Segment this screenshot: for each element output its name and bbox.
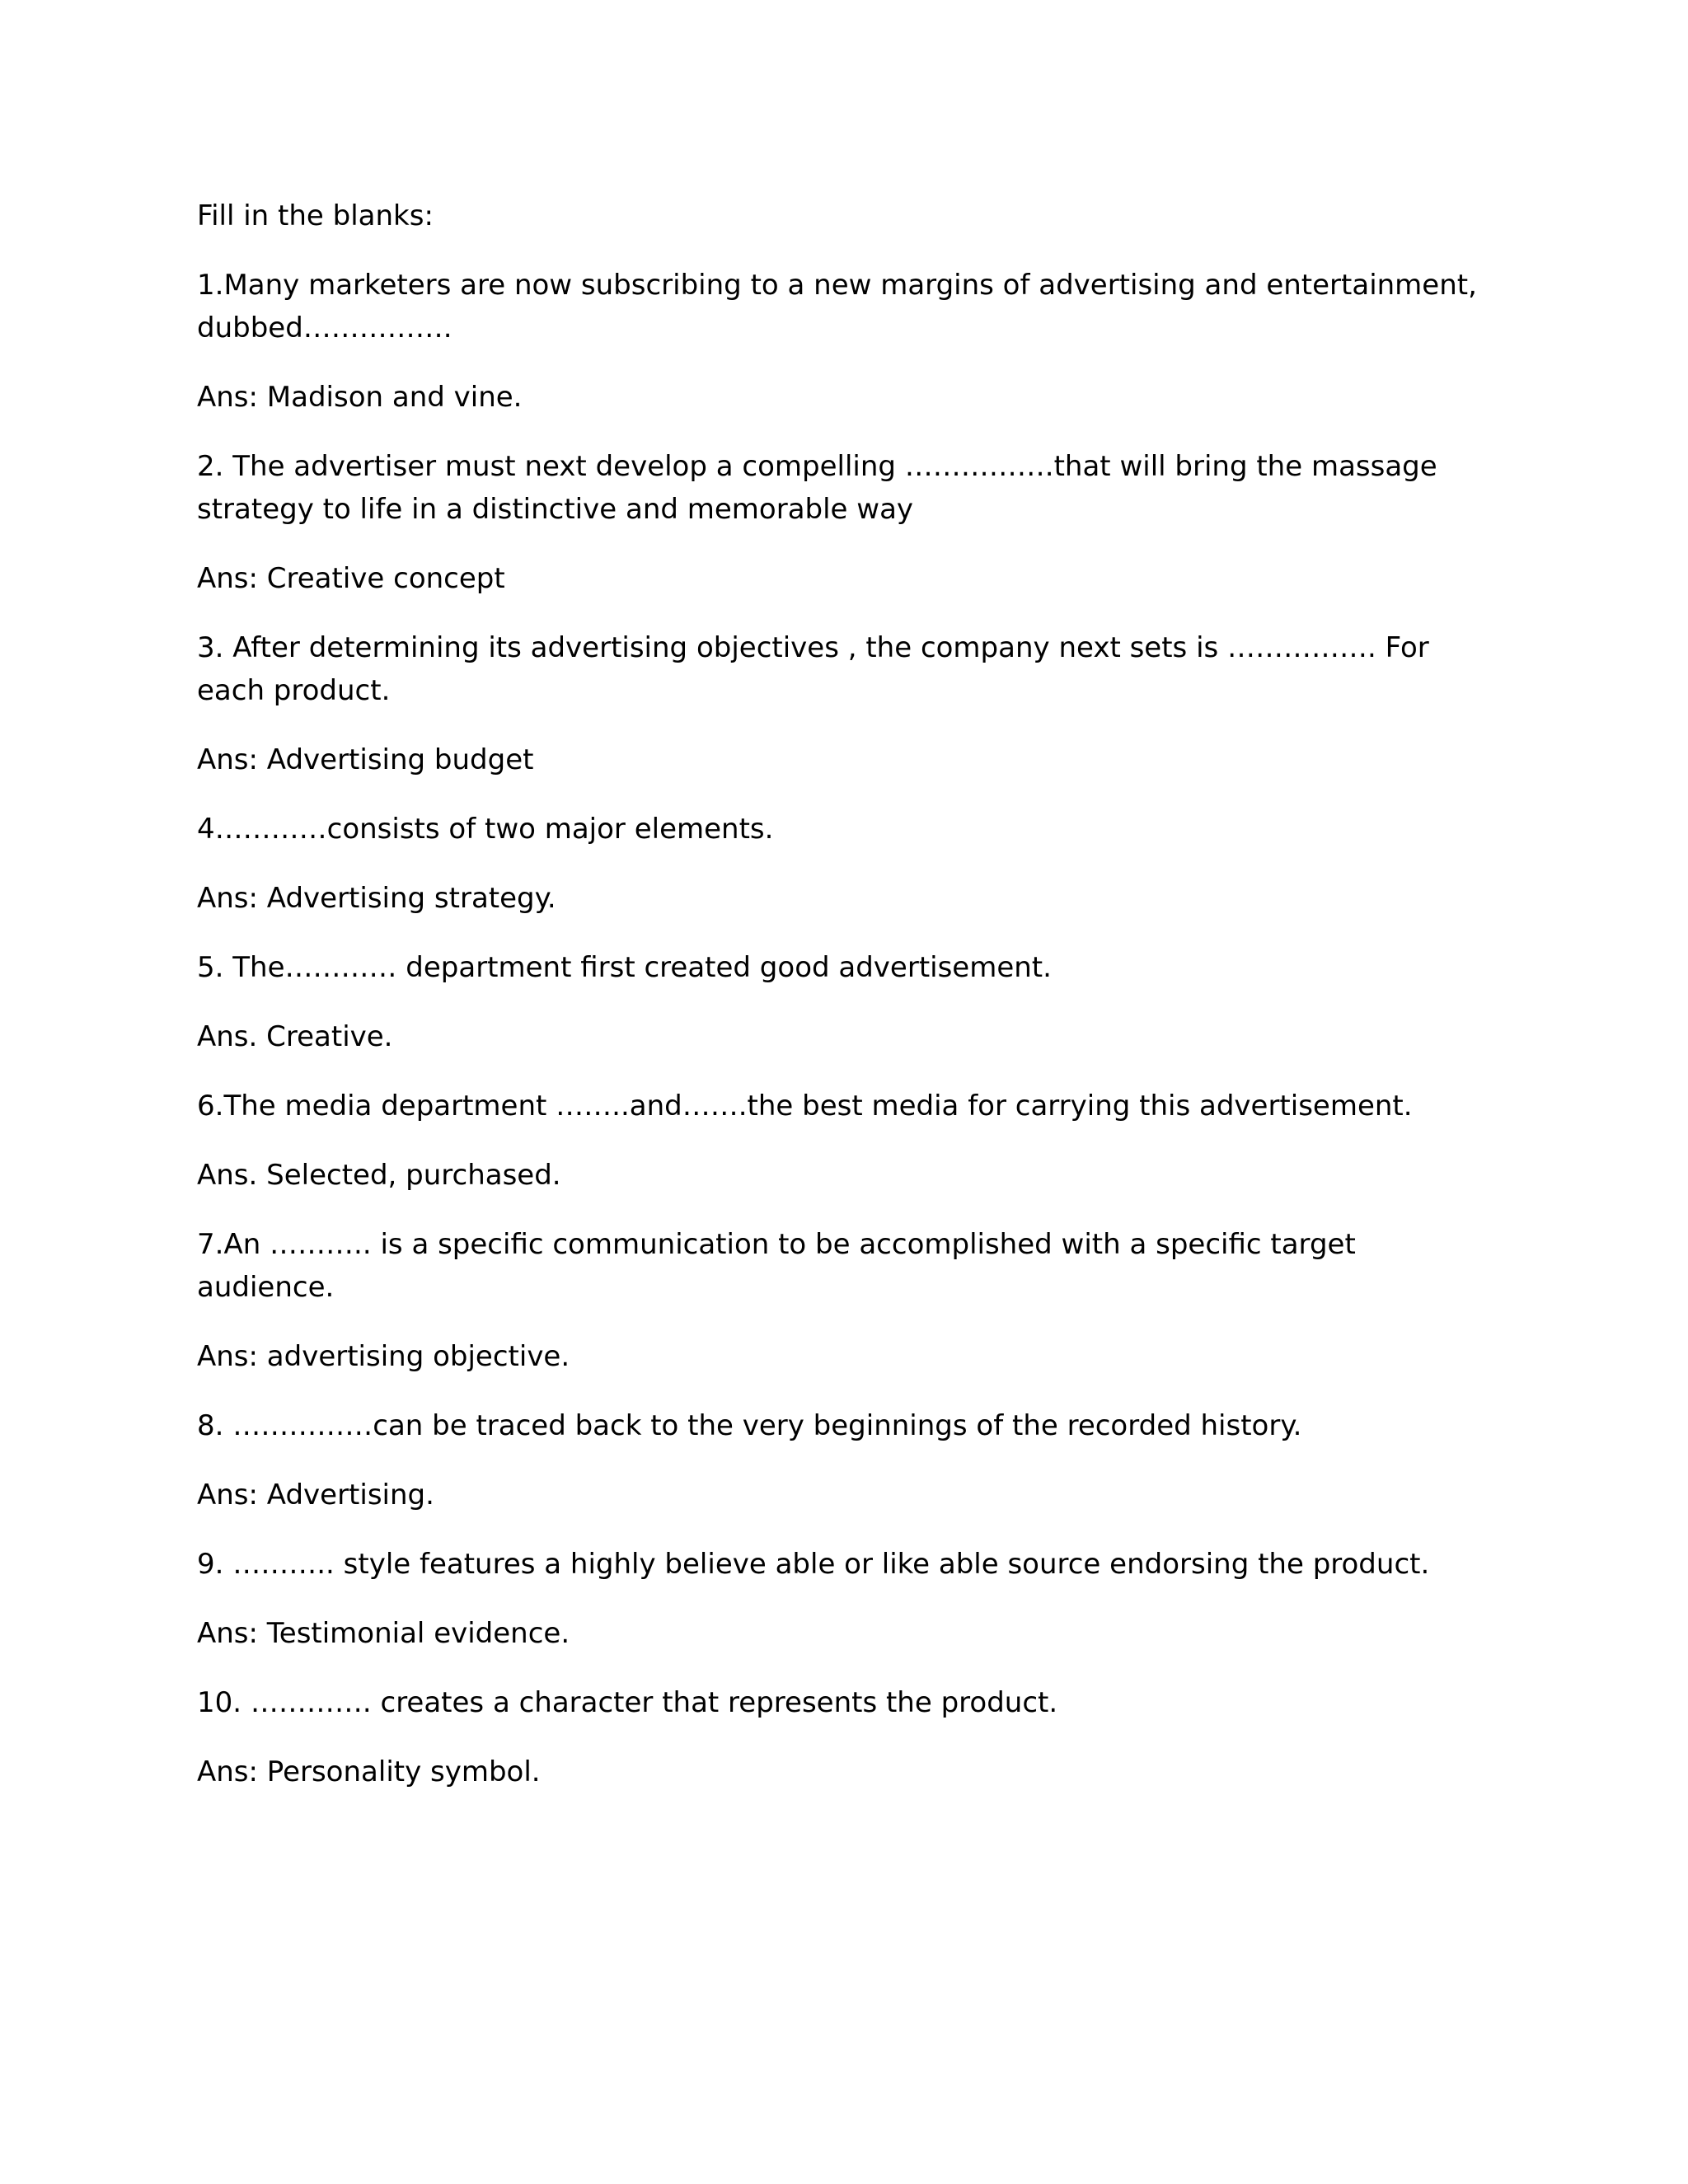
- question-2: 2. The advertiser must next develop a compelling …………….that will bring the massage strategy to life in a distinctive and memorable way: [197, 450, 1437, 526]
- answer-2: Ans: Creative concept: [197, 562, 505, 595]
- question-9: 9. ……….. style features a highly believe able or like able source endorsing the product.: [197, 1548, 1430, 1581]
- question-7: 7.An ……….. is a specific communication to be accomplished with a specific target audience.: [197, 1228, 1356, 1304]
- question-5: 5. The………… department first created good advertisement.: [197, 951, 1052, 984]
- question-6: 6.The media department ……..and…….the best media for carrying this advertisement.: [197, 1090, 1413, 1122]
- heading: Fill in the blanks:: [197, 199, 434, 232]
- document-content: [197, 194, 1499, 1820]
- answer-9: Ans: Testimonial evidence.: [197, 1617, 570, 1650]
- answer-10: Ans: Personality symbol.: [197, 1755, 541, 1788]
- question-3: 3. After determining its advertising objectives , the company next sets is ……………. For each product.: [197, 631, 1429, 707]
- answer-7: Ans: advertising objective.: [197, 1340, 570, 1373]
- question-1: 1.Many marketers are now subscribing to a new margins of advertising and entertainment, dubbed…………….: [197, 269, 1477, 344]
- answer-5: Ans. Creative.: [197, 1020, 393, 1053]
- answer-3: Ans: Advertising budget: [197, 743, 534, 776]
- answer-4: Ans: Advertising strategy.: [197, 882, 556, 915]
- answer-1: Ans: Madison and vine.: [197, 381, 523, 414]
- question-4: 4…………consists of two major elements.: [197, 813, 774, 846]
- answer-8: Ans: Advertising.: [197, 1479, 434, 1511]
- question-8: 8. ……………can be traced back to the very beginnings of the recorded history.: [197, 1409, 1302, 1442]
- answer-6: Ans. Selected, purchased.: [197, 1159, 561, 1192]
- question-10: 10. …………. creates a character that represents the product.: [197, 1686, 1058, 1719]
